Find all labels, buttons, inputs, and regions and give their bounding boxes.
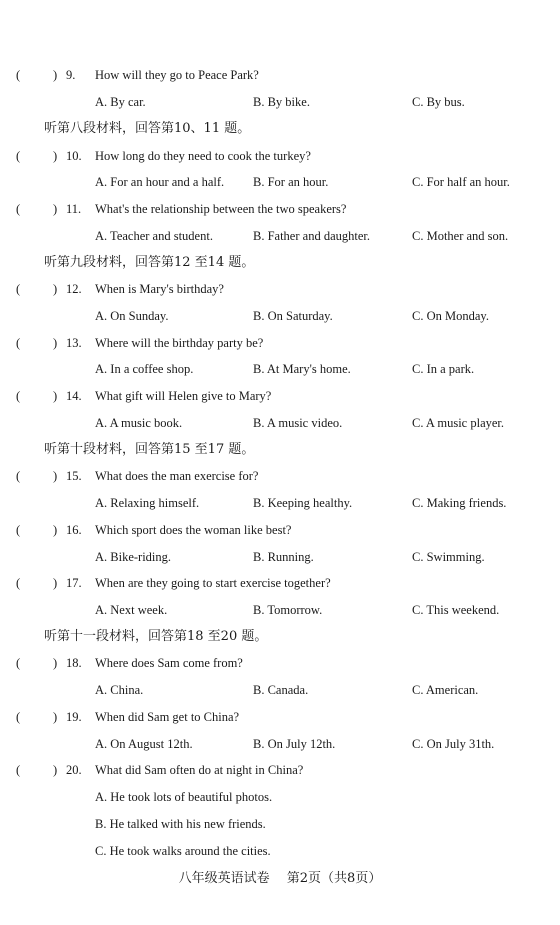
option-b: B. For an hour. — [253, 175, 329, 189]
option-a: A. A music book. — [95, 416, 183, 430]
option-b: B. He talked with his new friends. — [95, 817, 266, 831]
question-10 — [0, 145, 560, 167]
answer-paren-close: ) — [53, 469, 58, 483]
options-13 — [0, 358, 560, 380]
answer-paren-open: ( — [16, 576, 21, 590]
answer-paren-open: ( — [16, 710, 21, 724]
answer-paren-open: ( — [16, 763, 21, 777]
options-14 — [0, 412, 560, 434]
question-text: What's the relationship between the two speakers? — [95, 202, 347, 216]
question-number: 16. — [66, 523, 82, 537]
option-c: C. For half an hour. — [412, 175, 510, 189]
answer-paren-close: ) — [53, 202, 58, 216]
option-a: A. By car. — [95, 95, 146, 109]
option-b: B. On Saturday. — [253, 309, 333, 323]
answer-paren-close: ) — [53, 389, 58, 403]
answer-paren-open: ( — [16, 336, 21, 350]
question-number: 20. — [66, 763, 82, 777]
question-12 — [0, 278, 560, 300]
options-15 — [0, 492, 560, 514]
option-a: A. For an hour and a half. — [95, 175, 225, 189]
option-a: A. On August 12th. — [95, 737, 193, 751]
options-16 — [0, 546, 560, 568]
question-18 — [0, 652, 560, 674]
question-text: What did Sam often do at night in China? — [95, 763, 304, 777]
option-c: C. On Monday. — [412, 309, 489, 323]
option-b: B. A music video. — [253, 416, 343, 430]
question-text: What gift will Helen give to Mary? — [95, 389, 272, 403]
option-a: A. On Sunday. — [95, 309, 169, 323]
option-c: C. On July 31th. — [412, 737, 495, 751]
options-11 — [0, 225, 560, 247]
question-number: 14. — [66, 389, 82, 403]
question-number: 12. — [66, 282, 82, 296]
answer-paren-open: ( — [16, 202, 21, 216]
answer-paren-close: ) — [53, 149, 58, 163]
question-15 — [0, 465, 560, 487]
answer-paren-open: ( — [16, 68, 21, 82]
answer-paren-open: ( — [16, 523, 21, 537]
option-b: B. On July 12th. — [253, 737, 336, 751]
option-b: B. By bike. — [253, 95, 310, 109]
question-number: 17. — [66, 576, 82, 590]
options-12 — [0, 305, 560, 327]
answer-paren-close: ) — [53, 710, 58, 724]
options-9 — [0, 91, 560, 113]
question-number: 18. — [66, 656, 82, 670]
option-a: A. He took lots of beautiful photos. — [95, 790, 273, 804]
option-a: A. In a coffee shop. — [95, 362, 194, 376]
option-c: C. American. — [412, 683, 479, 697]
option-c: C. By bus. — [412, 95, 465, 109]
options-10 — [0, 171, 560, 193]
option-c: C. Mother and son. — [412, 229, 509, 243]
question-text: Which sport does the woman like best? — [95, 523, 292, 537]
question-13 — [0, 332, 560, 354]
question-number: 10. — [66, 149, 82, 163]
question-text: How will they go to Peace Park? — [95, 68, 259, 82]
question-19 — [0, 706, 560, 728]
question-text: Where will the birthday party be? — [95, 336, 264, 350]
answer-paren-open: ( — [16, 282, 21, 296]
answer-paren-close: ) — [53, 656, 58, 670]
section-heading: 听第十一段材料，回答第18 至20 题。 — [44, 629, 268, 644]
option-c: C. Swimming. — [412, 550, 485, 564]
question-text: How long do they need to cook the turkey? — [95, 149, 311, 163]
question-number: 9. — [66, 68, 76, 82]
question-text: When is Mary's birthday? — [95, 282, 224, 296]
page-footer: 八年级英语试卷 第2页（共8页） — [178, 871, 382, 886]
option-a: A. China. — [95, 683, 144, 697]
option-c: C. He took walks around the cities. — [95, 844, 271, 858]
answer-paren-close: ) — [53, 282, 58, 296]
question-20 — [0, 759, 560, 781]
question-text: When did Sam get to China? — [95, 710, 240, 724]
section-heading: 听第九段材料，回答第12 至14 题。 — [44, 255, 255, 270]
answer-paren-close: ) — [53, 523, 58, 537]
question-11 — [0, 198, 560, 220]
options-19 — [0, 733, 560, 755]
answer-paren-open: ( — [16, 149, 21, 163]
option-b-20 — [0, 813, 560, 835]
option-c: C. This weekend. — [412, 603, 500, 617]
answer-paren-open: ( — [16, 656, 21, 670]
option-a: A. Relaxing himself. — [95, 496, 200, 510]
option-b: B. Tomorrow. — [253, 603, 323, 617]
option-b: B. Canada. — [253, 683, 309, 697]
answer-paren-open: ( — [16, 389, 21, 403]
option-c-20 — [0, 840, 560, 862]
answer-paren-open: ( — [16, 469, 21, 483]
question-text: Where does Sam come from? — [95, 656, 243, 670]
question-number: 13. — [66, 336, 82, 350]
answer-paren-close: ) — [53, 576, 58, 590]
question-9 — [0, 64, 560, 86]
answer-paren-close: ) — [53, 336, 58, 350]
section-heading: 听第十段材料，回答第15 至17 题。 — [44, 442, 255, 457]
question-text: What does the man exercise for? — [95, 469, 259, 483]
question-number: 19. — [66, 710, 82, 724]
option-a: A. Bike-riding. — [95, 550, 172, 564]
option-b: B. Father and daughter. — [253, 229, 370, 243]
question-text: When are they going to start exercise together? — [95, 576, 331, 590]
answer-paren-close: ) — [53, 763, 58, 777]
question-number: 15. — [66, 469, 82, 483]
options-17 — [0, 599, 560, 621]
question-number: 11. — [66, 202, 82, 216]
answer-paren-close: ) — [53, 68, 58, 82]
question-17 — [0, 572, 560, 594]
option-c: C. A music player. — [412, 416, 505, 430]
option-a: A. Next week. — [95, 603, 168, 617]
option-a-20 — [0, 786, 560, 808]
question-16 — [0, 519, 560, 541]
question-14 — [0, 385, 560, 407]
section-heading: 听第八段材料，回答第10、11 题。 — [44, 121, 251, 136]
option-b: B. Running. — [253, 550, 314, 564]
option-c: C. In a park. — [412, 362, 475, 376]
options-18 — [0, 679, 560, 701]
option-c: C. Making friends. — [412, 496, 507, 510]
option-b: B. Keeping healthy. — [253, 496, 353, 510]
option-b: B. At Mary's home. — [253, 362, 351, 376]
option-a: A. Teacher and student. — [95, 229, 213, 243]
